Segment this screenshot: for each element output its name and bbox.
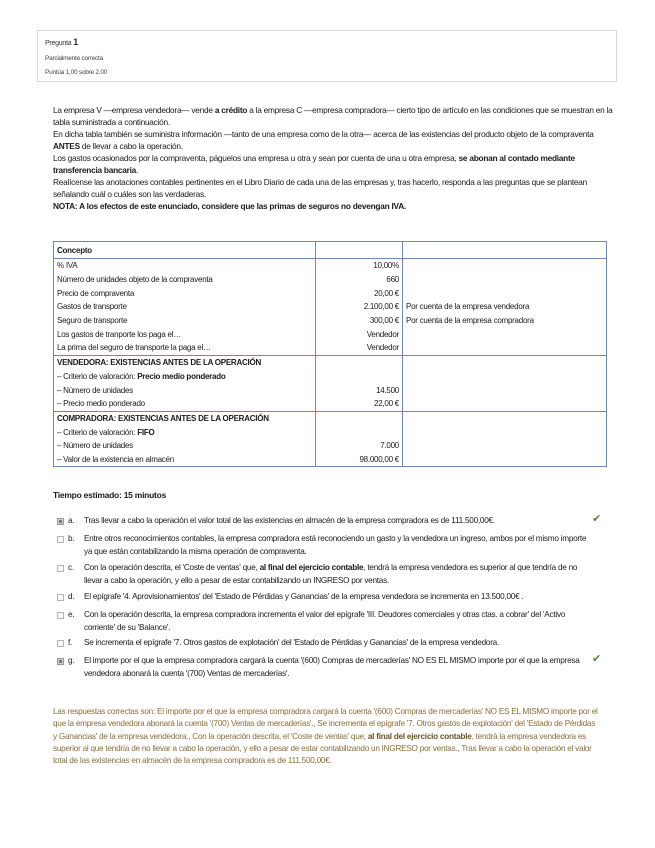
table-row: – Número de unidades 7.000	[54, 439, 607, 453]
table-row: – Valor de la existencia en almacén 98.000,00 €	[54, 453, 607, 467]
statement-paragraph: En dicha tabla también se suministra información —tanto de una empresa como de la otra— acerca de las existencias del producto objeto de la compraventa ANTES de llevar a cabo la operación.	[53, 129, 594, 151]
table-row: Número de unidades objeto de la compraventa 660	[54, 273, 607, 287]
checkbox-d[interactable]	[57, 594, 64, 601]
checkbox-a[interactable]	[57, 518, 64, 525]
question-state: Parcialmente correcta	[45, 55, 103, 62]
table-header-row	[54, 242, 607, 259]
checkbox-f[interactable]	[57, 640, 64, 647]
table-row: Gastos de transporte 2.100,00 € Por cuenta de la empresa vendedora	[54, 300, 607, 314]
data-table	[53, 241, 607, 467]
table-row: La prima del seguro de transporte la paga el… Vendedor	[54, 341, 607, 355]
checkbox-c[interactable]	[57, 565, 64, 572]
statement-paragraph: Los gastos ocasionados por la compraventa, páguelos una empresa u otra y sean por cuenta de una u otra empresa, se abonan al contado mediante transferencia bancaria.	[53, 153, 575, 175]
estimated-time: Tiempo estimado: 15 minutos	[53, 490, 167, 500]
table-section-row	[54, 411, 607, 425]
question-statement	[53, 104, 613, 212]
checkbox-e[interactable]	[57, 612, 64, 619]
statement-paragraph: La empresa V —empresa vendedora— vende a crédito a la empresa C —empresa compradora— cierto tipo de artículo en las condiciones que se muestran en la tabla suministrada a continuación.	[53, 105, 613, 127]
table-row: – Número de unidades 14.500	[54, 383, 607, 397]
correct-check-icon: ✔	[592, 513, 601, 525]
table-row: – Criterio de valoración: FIFO	[54, 425, 607, 439]
table-row: % IVA 10,00%	[54, 259, 607, 273]
correct-answer-feedback: Las respuestas correctas son: El importe por el que la empresa compradora cargará la cuenta '(600) Compras de mercaderías' NO ES EL MISMO importe por el que la empresa vendedora abonará la cuenta '(700) Ventas de mercaderías'., Se incrementa el epígrafe '7. Otros gastos de explotación' del 'Estado de Pérdidas y Ganancias' de la empresa vendedora., Con la operación descrita, el 'Coste de ventas' que, al final del ejercicio contable, tendrá la empresa vendedora es superior al que tendría de no llevar a cabo la operación, y ello a pesar de estar contabilizando un INGRESO por ventas., Tras llevar a cabo la operación el valor total de las existencias en almacén de la empresa compradora es de 111.500,00€.	[53, 707, 598, 766]
table-header-cell: Concepto	[54, 242, 316, 259]
question-number: Pregunta 1	[45, 37, 79, 48]
compradora-title: COMPRADORA: EXISTENCIAS ANTES DE LA OPERACIÓN	[54, 411, 316, 425]
table-row: – Criterio de valoración: Precio medio ponderado	[54, 370, 607, 384]
checkbox-g[interactable]	[57, 658, 64, 665]
vendedora-title: VENDEDORA: EXISTENCIAS ANTES DE LA OPERACIÓN	[54, 355, 316, 369]
table-section-row	[54, 355, 607, 369]
correct-check-icon: ✔	[592, 653, 601, 665]
table-row: Los gastos de tranporte los paga el… Vendedor	[54, 327, 607, 341]
checkbox-b[interactable]	[57, 536, 64, 543]
question-info-box	[37, 30, 617, 82]
question-score: Puntúa 1,00 sobre 2,00	[45, 69, 108, 76]
table-row: Seguro de transporte 300,00 € Por cuenta de la empresa compradora	[54, 314, 607, 328]
table-row: Precio de compraventa 20,00 €	[54, 286, 607, 300]
table-row: – Precio medio ponderado 22,00 €	[54, 397, 607, 411]
statement-paragraph: Realícense las anotaciones contables pertinentes en el Libro Diario de cada una de las empresas y, tras hacerlo, responda a las preguntas que se plantean señalando cuál o cuáles son las verdaderas.	[53, 177, 587, 199]
statement-note: NOTA: A los efectos de este enunciado, considere que las primas de seguros no devengan IVA.	[53, 201, 407, 211]
